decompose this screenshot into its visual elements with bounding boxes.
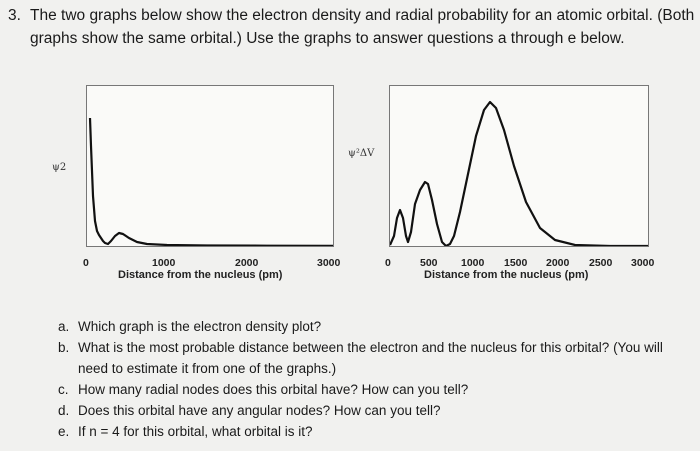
density-x-label: Distance from the nucleus (pm): [118, 269, 283, 281]
radial-tick: 500: [420, 257, 438, 269]
question-a: [58, 316, 694, 337]
radial-probability-curve: [390, 102, 648, 246]
density-y-label: ψ2: [52, 162, 67, 173]
question-letter: d.: [58, 403, 70, 418]
question-text: What is the most probable distance between the electron and the nucleus for this orbital? (You will need to estimate it from one of the graphs.): [78, 340, 663, 376]
question-text: Does this orbital have any angular nodes? How can you tell?: [78, 403, 441, 418]
question-c: [58, 379, 694, 400]
density-curve-svg: [87, 86, 333, 246]
radial-y-label: ψ²ΔV: [348, 148, 375, 159]
question-b: [58, 337, 694, 379]
density-tick: 1000: [152, 257, 176, 269]
question-e: [58, 421, 694, 442]
question-letter: a.: [58, 319, 70, 334]
radial-tick: 3000: [631, 257, 655, 269]
radial-tick: 2000: [546, 257, 570, 269]
radial-curve-svg: [390, 86, 648, 246]
question-letter: e.: [58, 424, 70, 439]
question-text: Which graph is the electron density plot?: [78, 319, 322, 334]
density-tick: 3000: [317, 257, 341, 269]
radial-probability-graph: [389, 85, 649, 247]
problem-intro-text: The two graphs below show the electron density and radial probability for an atomic orbital. (Both graphs show the same orbital.) Use the graphs to answer questions a through e below.: [30, 7, 695, 47]
radial-tick: 0: [385, 257, 391, 269]
question-d: [58, 400, 694, 421]
question-list: [58, 316, 694, 442]
question-text: How many radial nodes does this orbital have? How can you tell?: [78, 382, 469, 397]
question-letter: c.: [58, 382, 69, 397]
radial-tick: 2500: [589, 257, 613, 269]
radial-tick: 1000: [461, 257, 485, 269]
problem-intro: [8, 4, 695, 47]
density-curve: [90, 118, 333, 246]
radial-tick: 1500: [504, 257, 528, 269]
radial-x-label: Distance from the nucleus (pm): [424, 269, 589, 281]
density-tick: 0: [83, 257, 89, 269]
electron-density-graph: [86, 85, 334, 247]
problem-number: 3.: [8, 7, 21, 24]
question-text: If n = 4 for this orbital, what orbital is it?: [78, 424, 313, 439]
density-tick: 2000: [235, 257, 259, 269]
question-letter: b.: [58, 340, 70, 355]
